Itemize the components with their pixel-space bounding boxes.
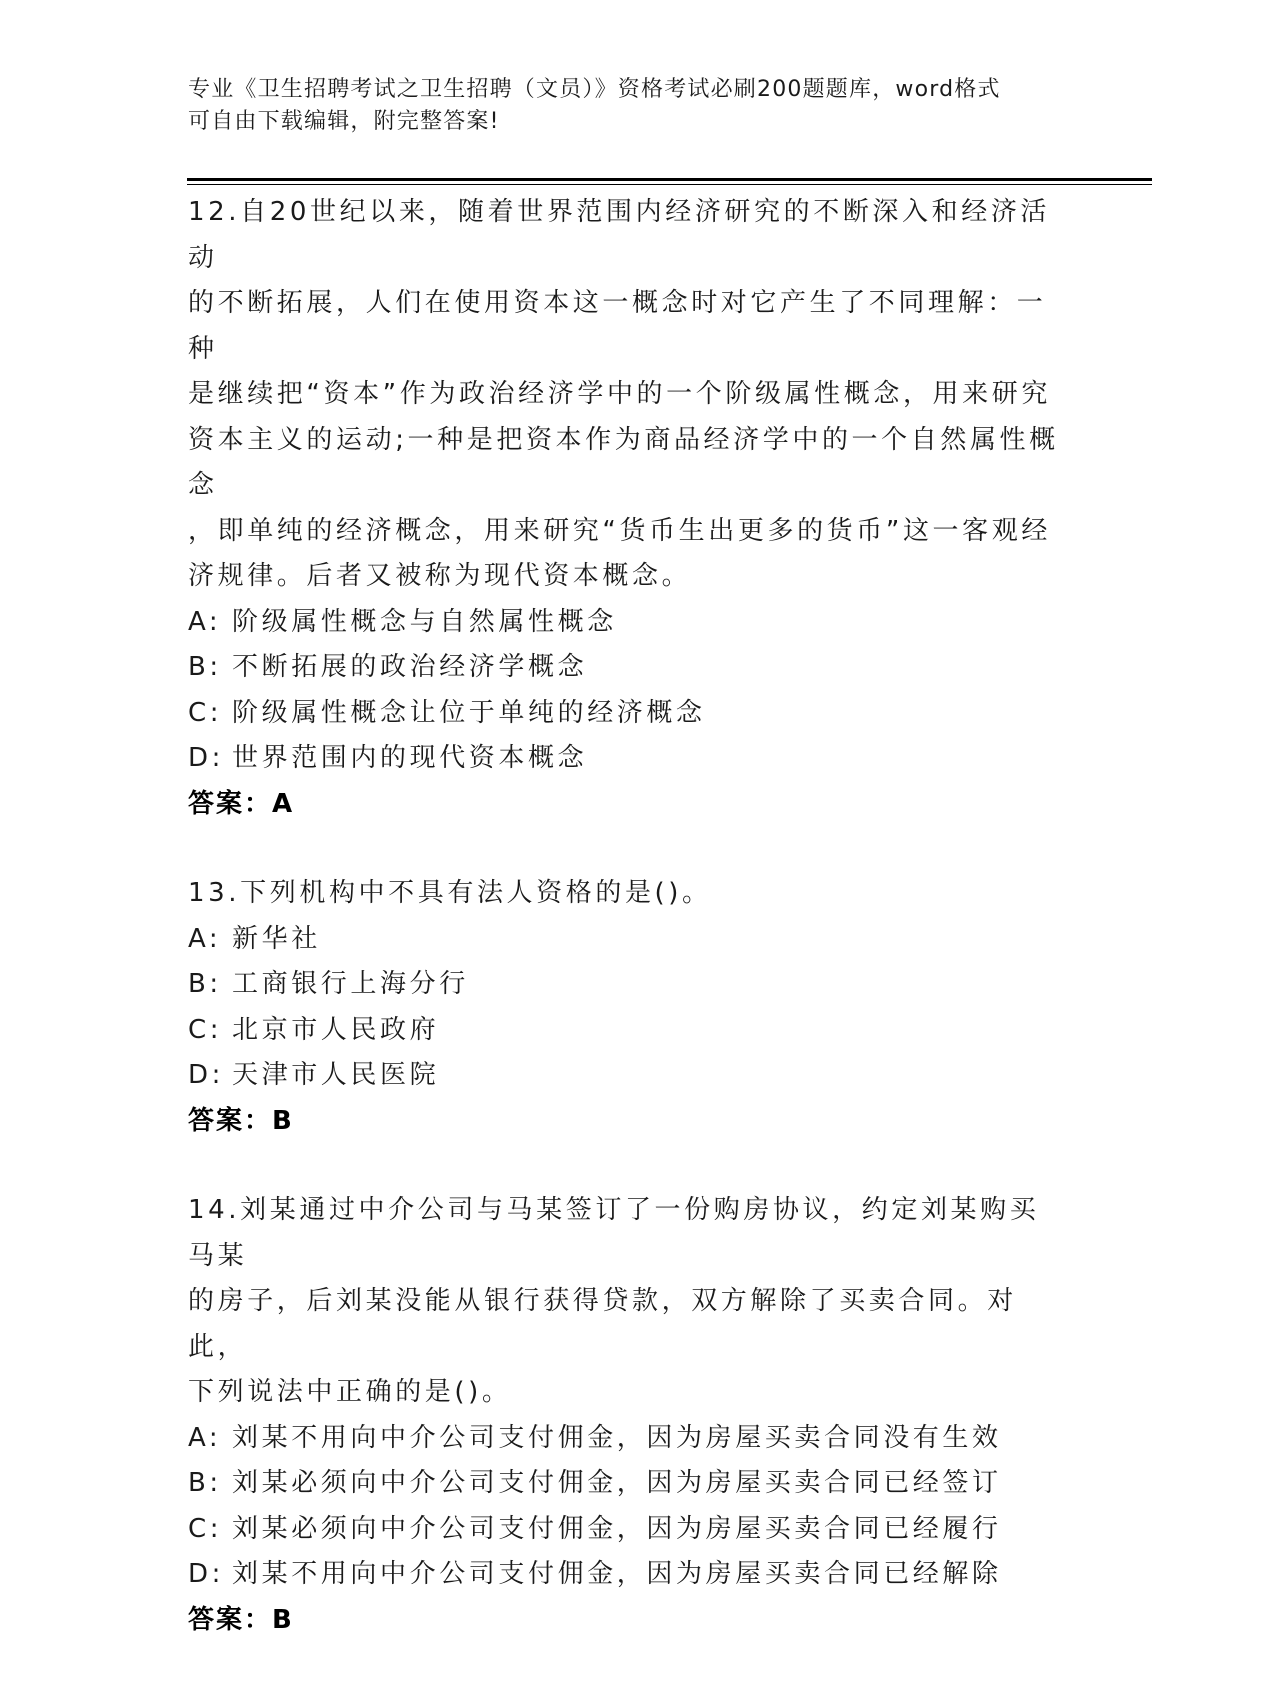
question-list	[188, 190, 1068, 1687]
document-header	[188, 74, 1088, 138]
question-line: 下列说法中正确的是()。	[188, 1377, 512, 1407]
question-stem	[188, 871, 1068, 917]
option-text: 北京市人民政府	[232, 1014, 440, 1045]
question-line: 资本主义的运动;一种是把资本作为商品经济学中的一个自然属性概念	[188, 424, 1059, 500]
option-text: 阶级属性概念与自然属性概念	[232, 606, 617, 637]
option-key: C:	[188, 1014, 223, 1045]
option-c	[188, 691, 1068, 737]
option-text: 新华社	[232, 923, 321, 954]
option-b	[188, 1461, 1068, 1507]
question-line: 13.下列机构中不具有法人资格的是()。	[188, 878, 712, 908]
question-line: 的不断拓展，人们在使用资本这一概念时对它产生了不同理解：一种	[188, 288, 1047, 364]
header-divider-thick	[187, 178, 1152, 181]
option-text: 阶级属性概念让位于单纯的经济概念	[232, 697, 706, 728]
option-text: 工商银行上海分行	[232, 969, 469, 999]
option-d	[188, 736, 1068, 782]
answer-label: 答案：B	[188, 1604, 294, 1635]
option-key: A:	[188, 606, 222, 637]
header-line-1: 专业《卫生招聘考试之卫生招聘（文员）》资格考试必刷200题题库，word格式	[188, 77, 1001, 102]
header-line-2: 可自由下载编辑，附完整答案!	[188, 109, 500, 134]
option-b	[188, 962, 1068, 1008]
option-b	[188, 645, 1068, 691]
question-13	[188, 871, 1068, 1144]
option-key: A:	[188, 923, 222, 954]
option-key: A:	[188, 1422, 222, 1453]
option-key: D:	[188, 1559, 224, 1589]
option-text: 世界范围内的现代资本概念	[232, 743, 588, 773]
option-c	[188, 1507, 1068, 1553]
question-line: 济规律。后者又被称为现代资本概念。	[188, 561, 692, 591]
option-key: D:	[188, 743, 224, 773]
question-line: 的房子，后刘某没能从银行获得贷款，双方解除了买卖合同。对此，	[188, 1286, 1017, 1362]
question-stem	[188, 1188, 1068, 1416]
option-a	[188, 600, 1068, 646]
question-line: 14.刘某通过中介公司与马某签订了一份购房协议，约定刘某购买马某	[188, 1195, 1040, 1271]
option-key: C:	[188, 1513, 223, 1544]
question-line: 是继续把“资本”作为政治经济学中的一个阶级属性概念，用来研究	[188, 379, 1051, 409]
option-a	[188, 917, 1068, 963]
option-text: 刘某不用向中介公司支付佣金，因为房屋买卖合同已经解除	[232, 1559, 1002, 1589]
option-text: 天津市人民医院	[232, 1060, 440, 1090]
answer-label: 答案：B	[188, 1105, 294, 1136]
option-d	[188, 1053, 1068, 1099]
option-text: 不断拓展的政治经济学概念	[232, 652, 588, 682]
question-line: ，即单纯的经济概念，用来研究“货币生出更多的货币”这一客观经	[188, 515, 1051, 546]
option-text: 刘某必须向中介公司支付佣金，因为房屋买卖合同已经履行	[232, 1513, 1002, 1544]
option-key: B:	[188, 652, 222, 682]
question-14	[188, 1188, 1068, 1643]
question-12	[188, 190, 1068, 827]
option-key: B:	[188, 969, 222, 999]
answer-label: 答案：A	[188, 788, 295, 819]
question-line: 12.自20世纪以来，随着世界范围内经济研究的不断深入和经济活动	[188, 197, 1051, 273]
option-key: C:	[188, 697, 223, 728]
question-stem	[188, 190, 1068, 600]
option-key: B:	[188, 1468, 222, 1498]
option-d	[188, 1552, 1068, 1598]
header-divider-thin	[187, 184, 1152, 185]
option-text: 刘某不用向中介公司支付佣金，因为房屋买卖合同没有生效	[232, 1422, 1002, 1453]
option-text: 刘某必须向中介公司支付佣金，因为房屋买卖合同已经签订	[232, 1468, 1002, 1498]
option-a	[188, 1416, 1068, 1462]
option-key: D:	[188, 1060, 224, 1090]
option-c	[188, 1008, 1068, 1054]
